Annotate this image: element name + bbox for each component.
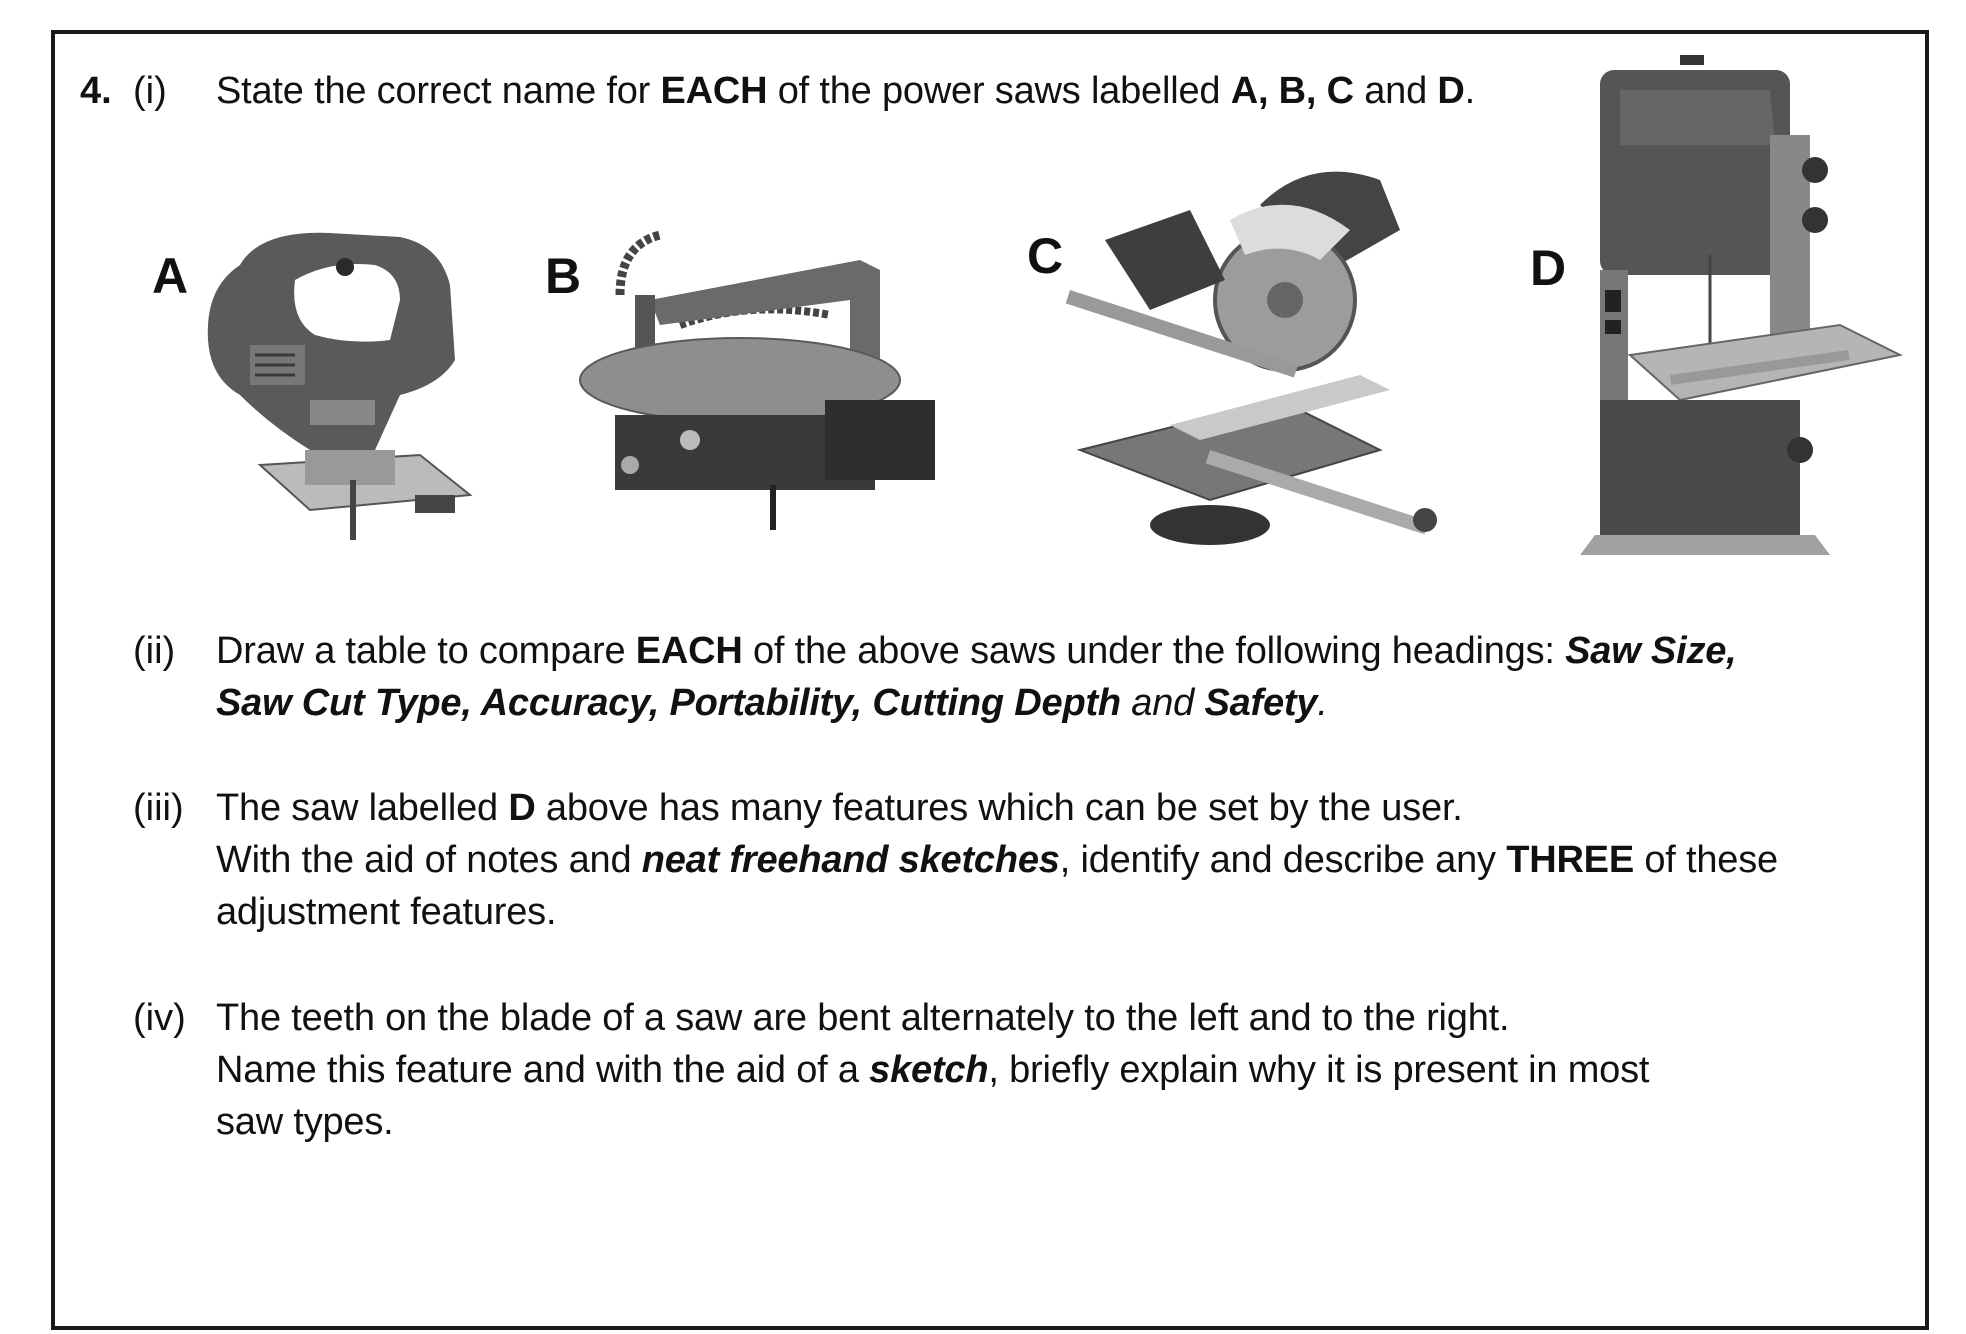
part-label-i: (i) bbox=[133, 70, 167, 112]
part-ii-line-1 bbox=[216, 628, 1737, 674]
part-iv-line-2 bbox=[216, 1047, 1649, 1093]
band-saw-image bbox=[1560, 55, 1920, 560]
question-number: 4. bbox=[80, 70, 112, 112]
part-ii-line-2 bbox=[216, 680, 1328, 726]
saw-label-b: B bbox=[545, 248, 582, 304]
text-segment: Saw Cut Type, Accuracy, Portability, Cutting Depth bbox=[216, 682, 1121, 724]
text-segment: of the power saws labelled bbox=[767, 70, 1231, 112]
text-segment: , identify and describe any bbox=[1059, 839, 1507, 881]
text-segment: D bbox=[1437, 70, 1465, 112]
text-segment: A, B, C bbox=[1230, 70, 1354, 112]
text-segment: above has many features which can be set by the user. bbox=[535, 787, 1463, 829]
part-label-iii: (iii) bbox=[133, 787, 184, 829]
saw-label-d: D bbox=[1530, 240, 1567, 296]
text-segment: With the aid of notes and bbox=[216, 839, 642, 881]
part-label-ii: (ii) bbox=[133, 630, 176, 672]
text-segment: The saw labelled bbox=[216, 787, 509, 829]
part-iv-line-1 bbox=[216, 995, 1509, 1041]
saw-label-c: C bbox=[1027, 228, 1064, 284]
text-segment: , briefly explain why it is present in most bbox=[988, 1049, 1650, 1091]
text-segment: D bbox=[508, 787, 536, 829]
saw-label-a: A bbox=[152, 248, 189, 304]
text-segment: adjustment features. bbox=[216, 891, 557, 933]
text-segment: sketch bbox=[869, 1049, 989, 1091]
part-iii-line-3 bbox=[216, 889, 556, 935]
text-segment: Name this feature and with the aid of a bbox=[216, 1049, 870, 1091]
text-segment: . bbox=[1464, 70, 1476, 112]
text-segment: EACH bbox=[660, 70, 768, 112]
text-segment: of the above saws under the following headings: bbox=[742, 630, 1566, 672]
text-segment: neat freehand sketches bbox=[641, 839, 1060, 881]
text-segment: Safety bbox=[1204, 682, 1318, 724]
part-iv-line-3 bbox=[216, 1099, 394, 1145]
part-iii-line-2 bbox=[216, 837, 1778, 883]
text-segment: saw types. bbox=[216, 1101, 394, 1143]
part-label-iv: (iv) bbox=[133, 997, 186, 1039]
text-segment: State the correct name for bbox=[216, 70, 661, 112]
part-i-text bbox=[216, 68, 1475, 114]
text-segment: . bbox=[1317, 682, 1328, 724]
scroll-saw-image bbox=[570, 230, 960, 540]
text-segment: of these bbox=[1633, 839, 1778, 881]
mitre-saw-image bbox=[1060, 150, 1440, 560]
text-segment: and bbox=[1120, 682, 1205, 724]
part-iii-line-1 bbox=[216, 785, 1463, 831]
jigsaw-image bbox=[200, 225, 490, 545]
text-segment: THREE bbox=[1506, 839, 1634, 881]
text-segment: Saw Size, bbox=[1565, 630, 1737, 672]
text-segment: Draw a table to compare bbox=[216, 630, 636, 672]
text-segment: and bbox=[1353, 70, 1438, 112]
text-segment: The teeth on the blade of a saw are bent alternately to the left and to the right. bbox=[216, 997, 1510, 1039]
text-segment: EACH bbox=[635, 630, 743, 672]
